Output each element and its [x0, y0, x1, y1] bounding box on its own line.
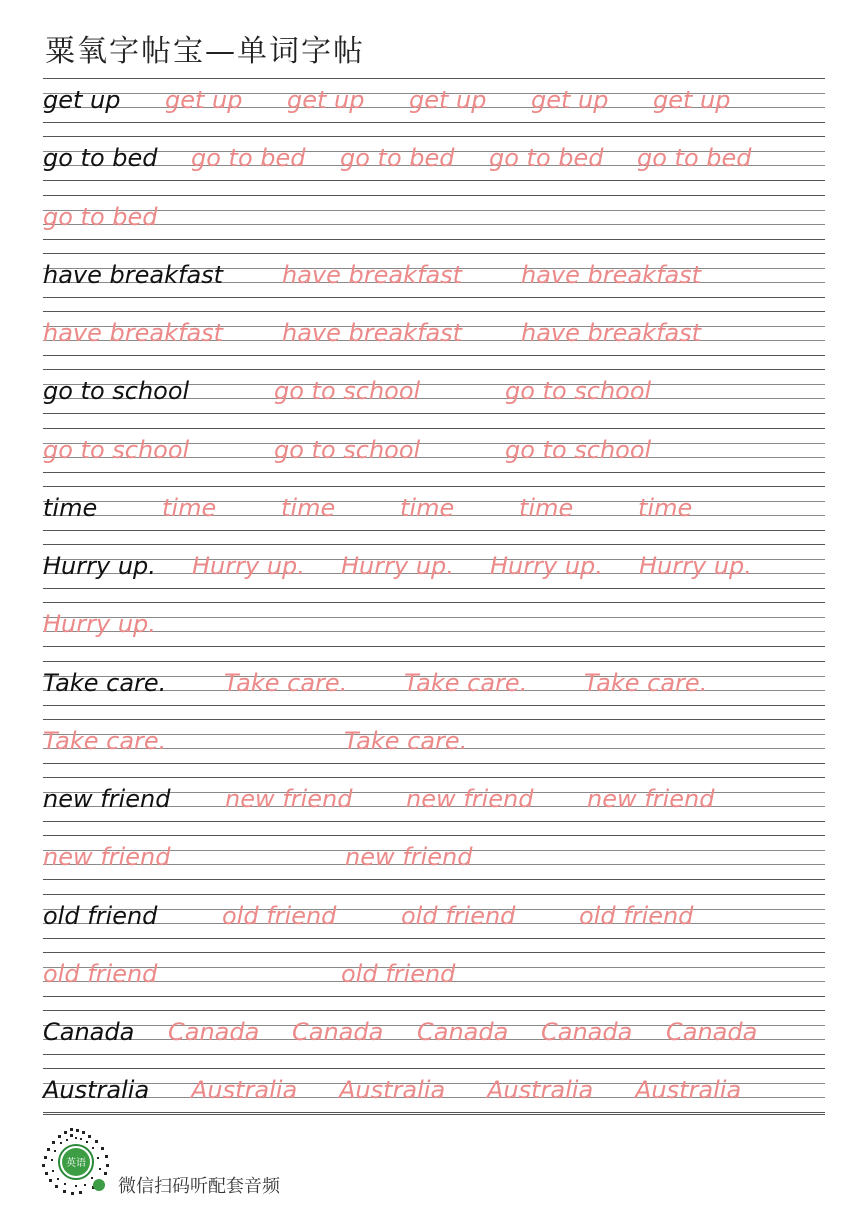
bottom-rule-line: [43, 1114, 825, 1115]
trace-word: Canada: [541, 1018, 633, 1046]
trace-word: Australia: [191, 1076, 298, 1105]
practice-row: [43, 544, 825, 602]
row-words: [43, 258, 825, 298]
trace-word: Canada: [292, 1018, 384, 1046]
practice-row: [43, 78, 825, 136]
trace-word: Hurry up.: [43, 610, 156, 639]
row-words: [43, 899, 825, 939]
guide-line: [43, 661, 825, 662]
trace-word: have breakfast: [282, 260, 463, 289]
row-words: [43, 957, 825, 997]
scan-instruction-text: 微信扫码听配套音频: [118, 1176, 280, 1197]
row-words: [43, 840, 825, 880]
practice-row: [43, 1068, 825, 1126]
trace-word: Hurry up.: [341, 552, 454, 580]
trace-word: new friend: [43, 843, 171, 872]
practice-row: [43, 894, 825, 952]
model-word: old friend: [43, 901, 158, 930]
practice-row: [43, 428, 825, 486]
trace-word: go to bed: [191, 144, 306, 173]
row-words: [43, 607, 825, 647]
trace-word: have breakfast: [521, 260, 702, 289]
guide-line: [43, 195, 825, 196]
trace-word: Take care.: [344, 726, 468, 755]
practice-row: [43, 661, 825, 719]
practice-row: [43, 369, 825, 427]
row-words: [43, 724, 825, 764]
guide-line: [43, 544, 825, 545]
practice-row: [43, 311, 825, 369]
trace-word: Hurry up.: [639, 552, 752, 580]
row-words: [43, 782, 825, 822]
trace-word: Take care.: [584, 668, 708, 697]
practice-row: [43, 195, 825, 253]
trace-word: get up: [287, 86, 365, 114]
guide-line: [43, 777, 825, 778]
practice-row: [43, 952, 825, 1010]
trace-word: get up: [653, 86, 731, 114]
trace-word: go to school: [274, 435, 421, 464]
trace-word: old friend: [579, 901, 694, 930]
trace-word: new friend: [345, 843, 473, 872]
trace-word: Take care.: [404, 668, 528, 697]
row-words: [43, 433, 825, 473]
trace-word: get up: [165, 86, 243, 114]
guide-line: [43, 78, 825, 79]
trace-word: old friend: [222, 901, 337, 930]
handwriting-sheet: [43, 78, 825, 1127]
model-word: time: [43, 493, 98, 522]
trace-word: go to school: [505, 435, 652, 464]
trace-word: have breakfast: [282, 319, 463, 347]
guide-line: [43, 1068, 825, 1069]
guide-line: [43, 486, 825, 487]
trace-word: go to school: [43, 435, 190, 464]
trace-word: Take care.: [224, 668, 348, 697]
guide-line: [43, 835, 825, 836]
trace-word: have breakfast: [521, 319, 702, 347]
row-words: [43, 1015, 825, 1055]
practice-row: [43, 719, 825, 777]
guide-line: [43, 719, 825, 720]
guide-line: [43, 311, 825, 312]
trace-word: Hurry up.: [490, 552, 603, 580]
trace-word: Take care.: [43, 726, 167, 755]
model-word: go to school: [43, 377, 190, 406]
trace-word: time: [519, 493, 574, 522]
qr-code-icon[interactable]: [42, 1128, 110, 1196]
row-words: [43, 374, 825, 414]
model-word: Hurry up.: [43, 552, 156, 580]
row-words: [43, 666, 825, 706]
footer: [40, 1126, 370, 1198]
row-words: [43, 1073, 825, 1113]
trace-word: go to bed: [637, 144, 752, 173]
trace-word: Australia: [487, 1076, 594, 1105]
trace-word: time: [162, 493, 217, 522]
guide-line: [43, 428, 825, 429]
model-word: get up: [43, 86, 121, 114]
row-words: [43, 549, 825, 589]
practice-row: [43, 835, 825, 893]
model-word: Take care.: [43, 668, 167, 697]
practice-row: [43, 253, 825, 311]
guide-line: [43, 1010, 825, 1011]
trace-word: time: [400, 493, 455, 522]
practice-row: [43, 1010, 825, 1068]
model-word: have breakfast: [43, 260, 224, 289]
guide-line: [43, 602, 825, 603]
row-words: [43, 491, 825, 531]
model-word: go to bed: [43, 144, 158, 173]
model-word: new friend: [43, 785, 171, 813]
row-words: [43, 83, 825, 123]
trace-word: time: [638, 493, 693, 522]
trace-word: old friend: [401, 901, 516, 930]
model-word: Canada: [43, 1018, 135, 1046]
practice-row: [43, 602, 825, 660]
trace-word: get up: [409, 86, 487, 114]
trace-word: new friend: [587, 785, 715, 813]
row-words: [43, 316, 825, 356]
trace-word: have breakfast: [43, 319, 224, 347]
guide-line: [43, 952, 825, 953]
model-word: Australia: [43, 1076, 150, 1105]
trace-word: go to school: [505, 377, 652, 406]
row-words: [43, 141, 825, 181]
guide-line: [43, 253, 825, 254]
trace-word: go to school: [274, 377, 421, 406]
trace-word: Canada: [417, 1018, 509, 1046]
practice-row: [43, 777, 825, 835]
trace-word: new friend: [406, 785, 534, 813]
qr-badge-label: 英语: [66, 1158, 86, 1169]
trace-word: old friend: [43, 959, 158, 988]
trace-word: go to bed: [340, 144, 455, 173]
practice-row: [43, 136, 825, 194]
trace-word: go to bed: [489, 144, 604, 173]
trace-word: Hurry up.: [192, 552, 305, 580]
page-title: 粟氧字帖宝—单词字帖: [45, 34, 365, 69]
trace-word: get up: [531, 86, 609, 114]
practice-row: [43, 486, 825, 544]
trace-word: time: [281, 493, 336, 522]
trace-word: Australia: [339, 1076, 446, 1105]
trace-word: new friend: [225, 785, 353, 813]
guide-line: [43, 894, 825, 895]
trace-word: old friend: [341, 959, 456, 988]
guide-line: [43, 369, 825, 370]
trace-word: Canada: [666, 1018, 758, 1046]
row-words: [43, 200, 825, 240]
trace-word: Australia: [635, 1076, 742, 1105]
trace-word: go to bed: [43, 202, 158, 231]
trace-word: Canada: [168, 1018, 260, 1046]
guide-line: [43, 136, 825, 137]
